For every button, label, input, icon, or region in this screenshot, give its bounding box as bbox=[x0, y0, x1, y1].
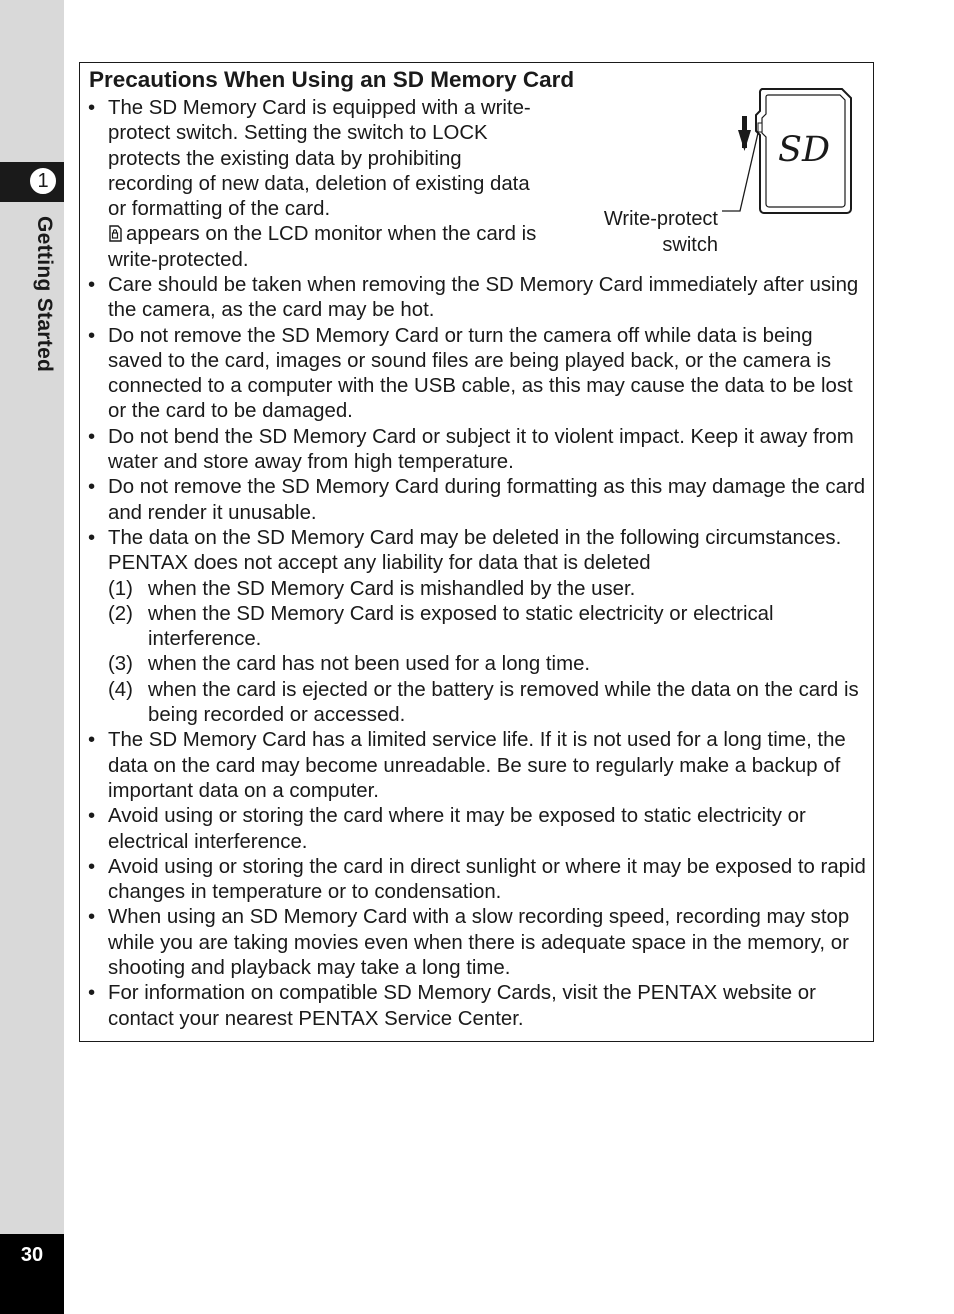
intro-list bbox=[80, 96, 540, 273]
list-item: • Do not remove the SD Memory Card during formatting as this may damage the card and render it unusable. bbox=[80, 475, 870, 526]
write-protect-callout bbox=[588, 206, 718, 258]
callout-line-1: Write-protect bbox=[603, 208, 718, 230]
list-item: • For information on compatible SD Memory Cards, visit the PENTAX website or contact your nearest PENTAX Service Center. bbox=[80, 981, 870, 1032]
intro-text-2: appears on the LCD monitor when the card is write-protected. bbox=[108, 223, 537, 271]
intro-text: The SD Memory Card is equipped with a write-protect switch. Setting the switch to LOCK protects the existing data by prohibiting recording of new data, deletion of existing data or formatting of the card. bbox=[108, 97, 531, 221]
sub-list-item bbox=[108, 602, 870, 653]
page-number: 30 bbox=[20, 1244, 44, 1266]
list-item: • Care should be taken when removing the SD Memory Card immediately after using the camera, as the card may be hot. bbox=[80, 273, 870, 324]
sub-item-number: (4) bbox=[108, 678, 133, 701]
sub-item-text: when the SD Memory Card is exposed to static electricity or electrical interference. bbox=[148, 602, 774, 651]
sub-item-number: (3) bbox=[108, 653, 133, 676]
list-item: • Do not remove the SD Memory Card or turn the camera off while data is being saved to the card, images or sound files are being played back, or the camera is connected to a computer with the USB cable, as this may cause the data to be lost or the card to be damaged. bbox=[80, 324, 870, 425]
write-protect-icon bbox=[108, 225, 122, 242]
list-item-with-sublist bbox=[80, 526, 870, 728]
list-item: • The SD Memory Card has a limited service life. If it is not used for a long time, the data on the card may become unreadable. Be sure to regularly make a backup of important data on a computer. bbox=[80, 728, 870, 804]
sub-list-item bbox=[108, 577, 870, 602]
chapter-title: Getting Started bbox=[33, 216, 56, 373]
box-title: Precautions When Using an SD Memory Card bbox=[89, 67, 575, 92]
callout-line-2: switch bbox=[662, 234, 718, 256]
list-item: • Avoid using or storing the card where it may be exposed to static electricity or electrical interference. bbox=[80, 804, 870, 855]
sd-card-figure bbox=[580, 73, 870, 256]
sub-item-text: when the SD Memory Card is mishandled by the user. bbox=[148, 577, 636, 600]
sub-item-text: when the card has not been used for a long time. bbox=[148, 653, 591, 676]
list-item bbox=[80, 96, 540, 273]
list-item-text: The data on the SD Memory Card may be deleted in the following circumstances. PENTAX does not accept any liability for data that is deleted bbox=[108, 526, 842, 575]
list-item: • Avoid using or storing the card in direct sunlight or where it may be exposed to rapid changes in temperature or to condensation. bbox=[80, 855, 870, 906]
sub-item-text: when the card is ejected or the battery is removed while the data on the card is being recorded or accessed. bbox=[148, 678, 859, 727]
precautions-list bbox=[80, 273, 870, 1032]
circumstances-sublist bbox=[108, 577, 870, 729]
chapter-number: 1 bbox=[28, 166, 58, 196]
sub-item-number: (2) bbox=[108, 602, 133, 625]
list-item: • Do not bend the SD Memory Card or subject it to violent impact. Keep it away from water and store away from high temperature. bbox=[80, 425, 870, 476]
sub-item-number: (1) bbox=[108, 577, 133, 600]
sub-list-item bbox=[108, 652, 870, 677]
sd-logo: SD bbox=[777, 130, 831, 170]
precautions-box bbox=[79, 62, 874, 1042]
list-item: • When using an SD Memory Card with a slow recording speed, recording may stop while you are taking movies even when there is adequate space in the memory, or shooting and playback may take a long time. bbox=[80, 905, 870, 981]
sub-list-item bbox=[108, 678, 870, 729]
